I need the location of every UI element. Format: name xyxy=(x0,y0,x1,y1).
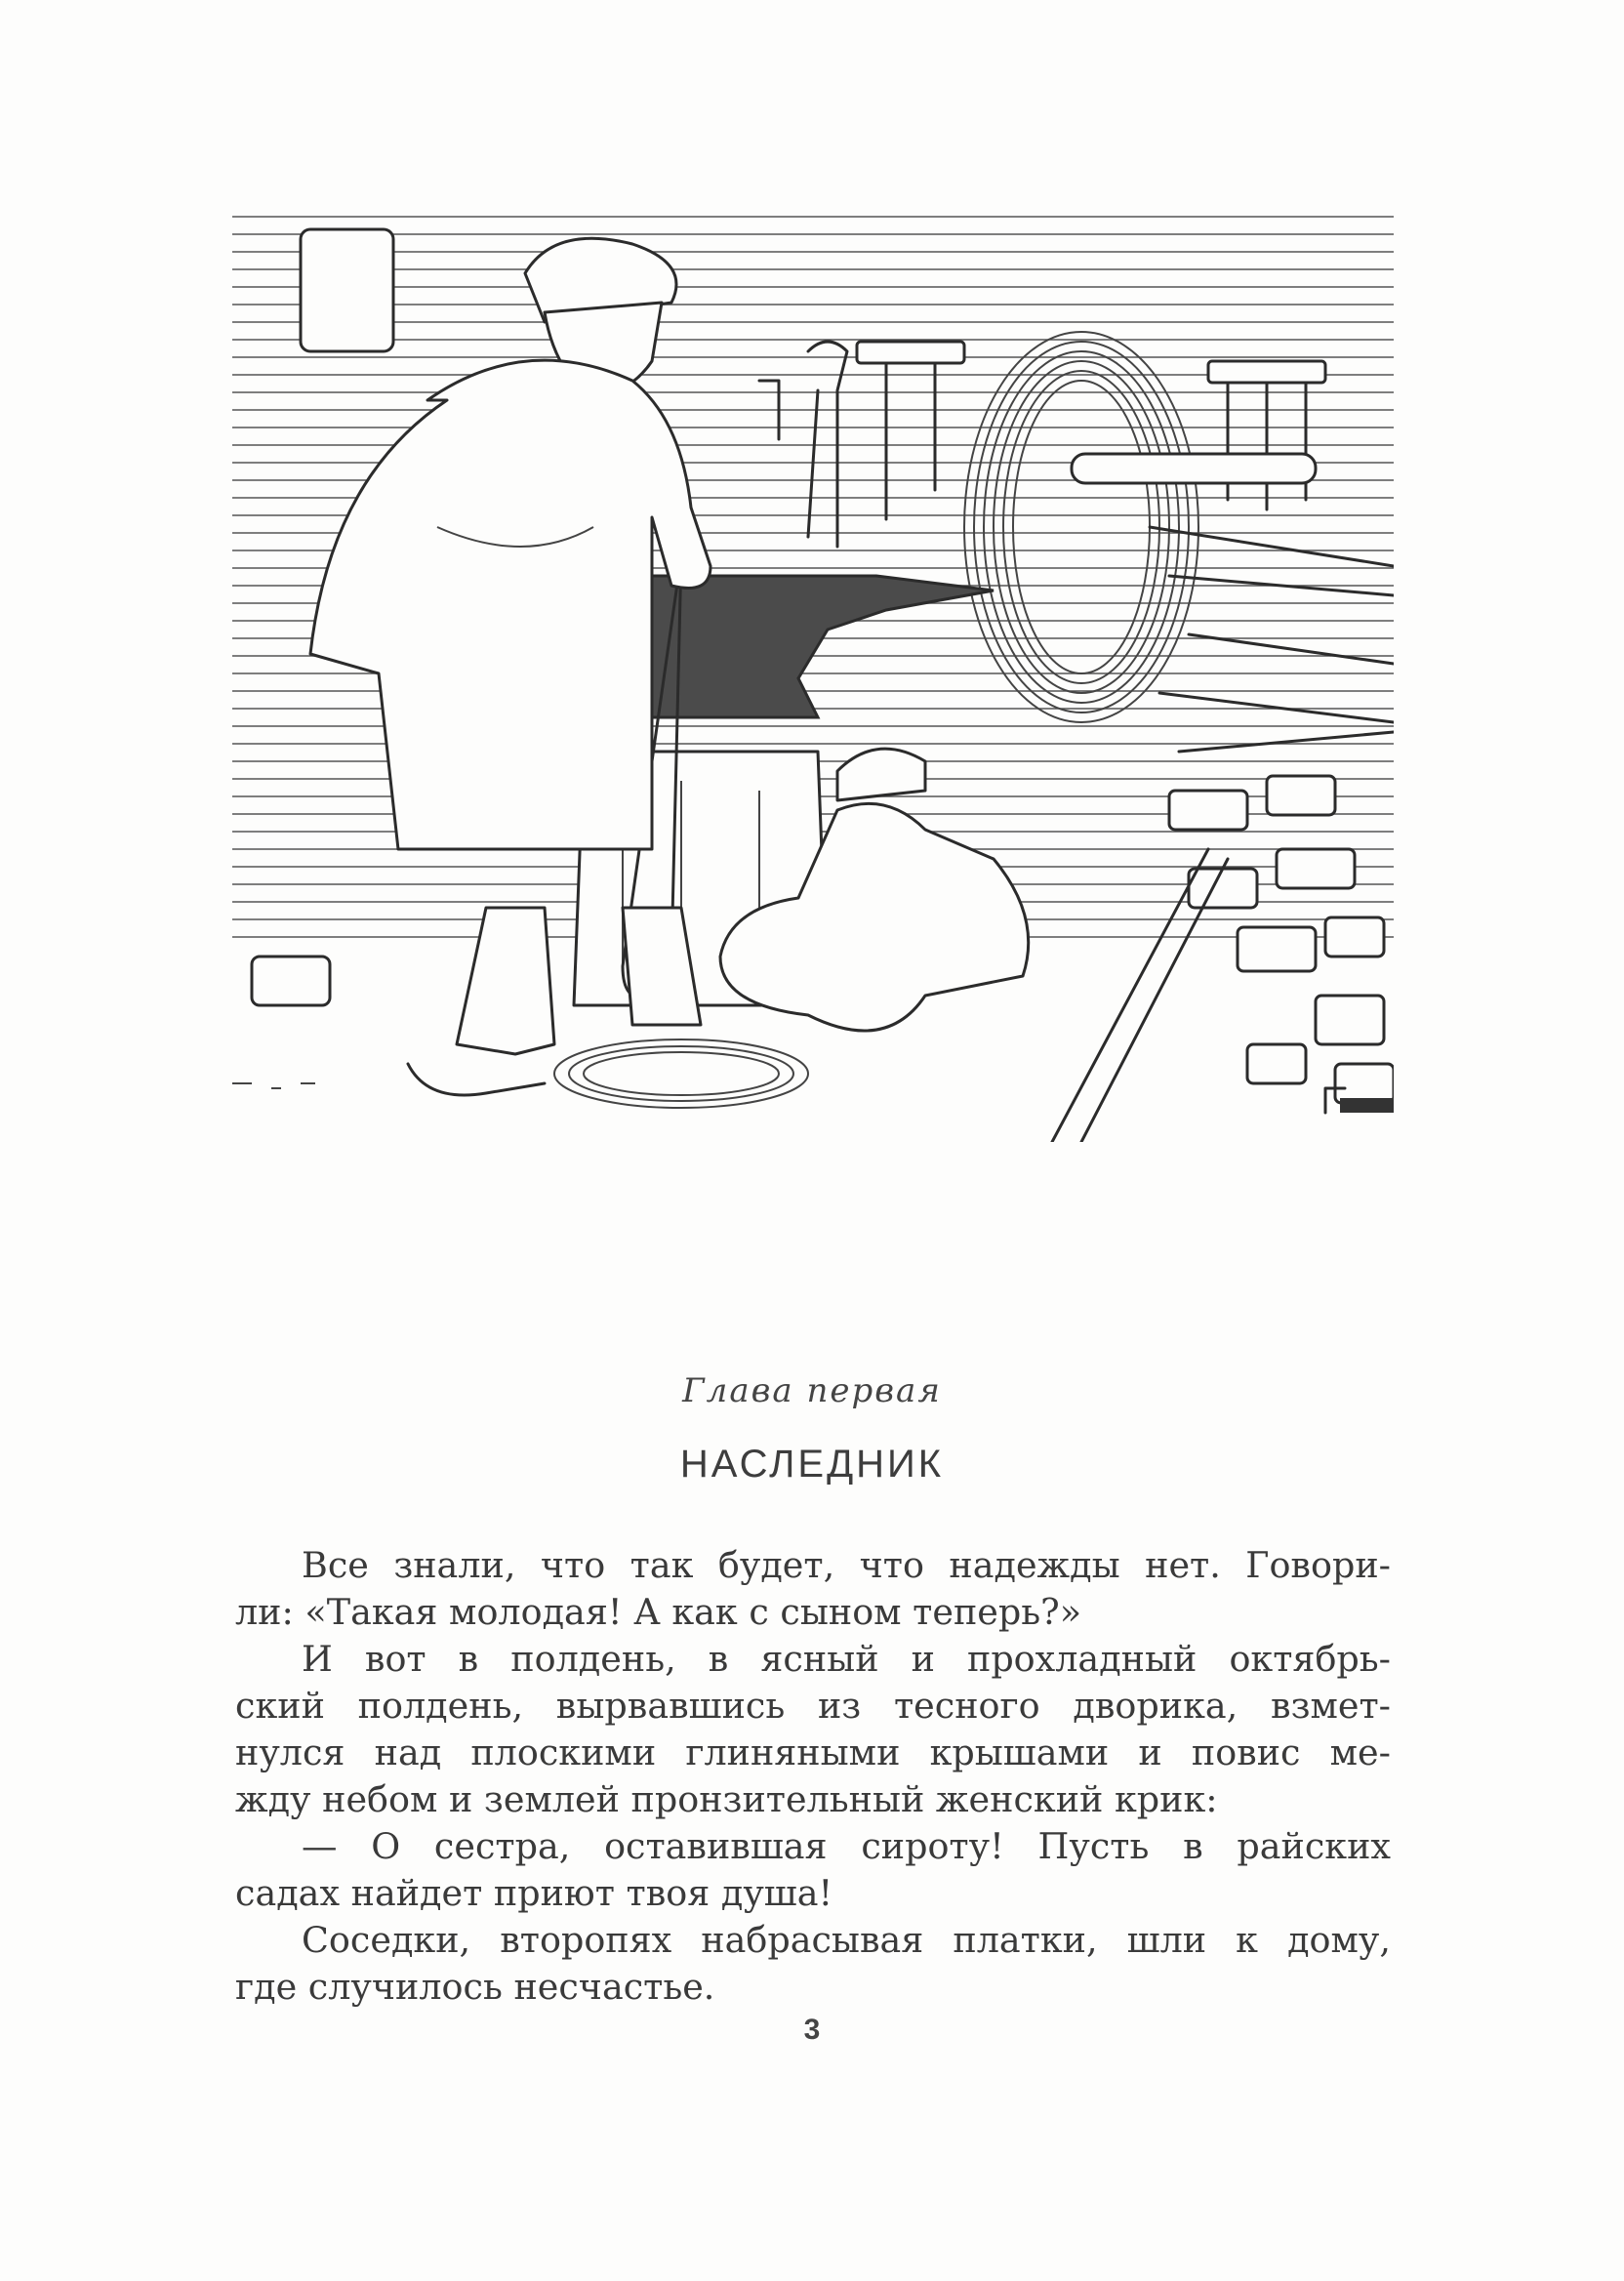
paragraph-3-line-1: — О сестра, оставившая сироту! Пусть в райских xyxy=(302,1825,1391,1867)
paragraph-2-line-3: нулся над плоскими глиняными крышами и повис ме- xyxy=(235,1731,1391,1773)
stone xyxy=(252,957,330,1005)
paragraph-4-line-1: Соседки, второпях набрасывая платки, шли к дому, xyxy=(302,1919,1391,1961)
paragraph-1-line-1: Все знали, что так будет, что надежды нет. Говори- xyxy=(302,1544,1391,1586)
paragraph-2-line-4: жду небом и землей пронзительный женский крик: xyxy=(235,1778,1218,1820)
page-number: 3 xyxy=(803,2014,821,2046)
paragraph-4-line-2: где случилось несчастье. xyxy=(235,1966,715,2008)
chapter-body-text xyxy=(235,1542,1391,2011)
old-blacksmith-figure xyxy=(310,238,710,1054)
floor-rope xyxy=(408,1039,808,1108)
paragraph-1-line-2: ли: «Такая молодая! А как с сыном теперь?» xyxy=(235,1591,1082,1633)
rope-coil xyxy=(964,332,1316,722)
paragraph-2-line-1: И вот в полдень, в ясный и прохладный октябрь- xyxy=(302,1638,1391,1680)
chapter-label: Глава первая xyxy=(682,1371,942,1410)
chapter-title: НАСЛЕДНИК xyxy=(679,1443,945,1486)
paragraph-2-line-2: ский полдень, вырвавшись из тесного дворика, взмет- xyxy=(235,1685,1391,1727)
paragraph-3-line-2: садах найдет приют твоя душа! xyxy=(235,1872,833,1914)
wall-niche xyxy=(301,229,393,351)
blacksmith-workshop-drawing xyxy=(232,205,1394,1142)
floor-marks xyxy=(232,1083,315,1088)
chapter-illustration xyxy=(232,205,1394,1142)
brick-wall xyxy=(1169,776,1394,1103)
pole xyxy=(1052,849,1208,1142)
